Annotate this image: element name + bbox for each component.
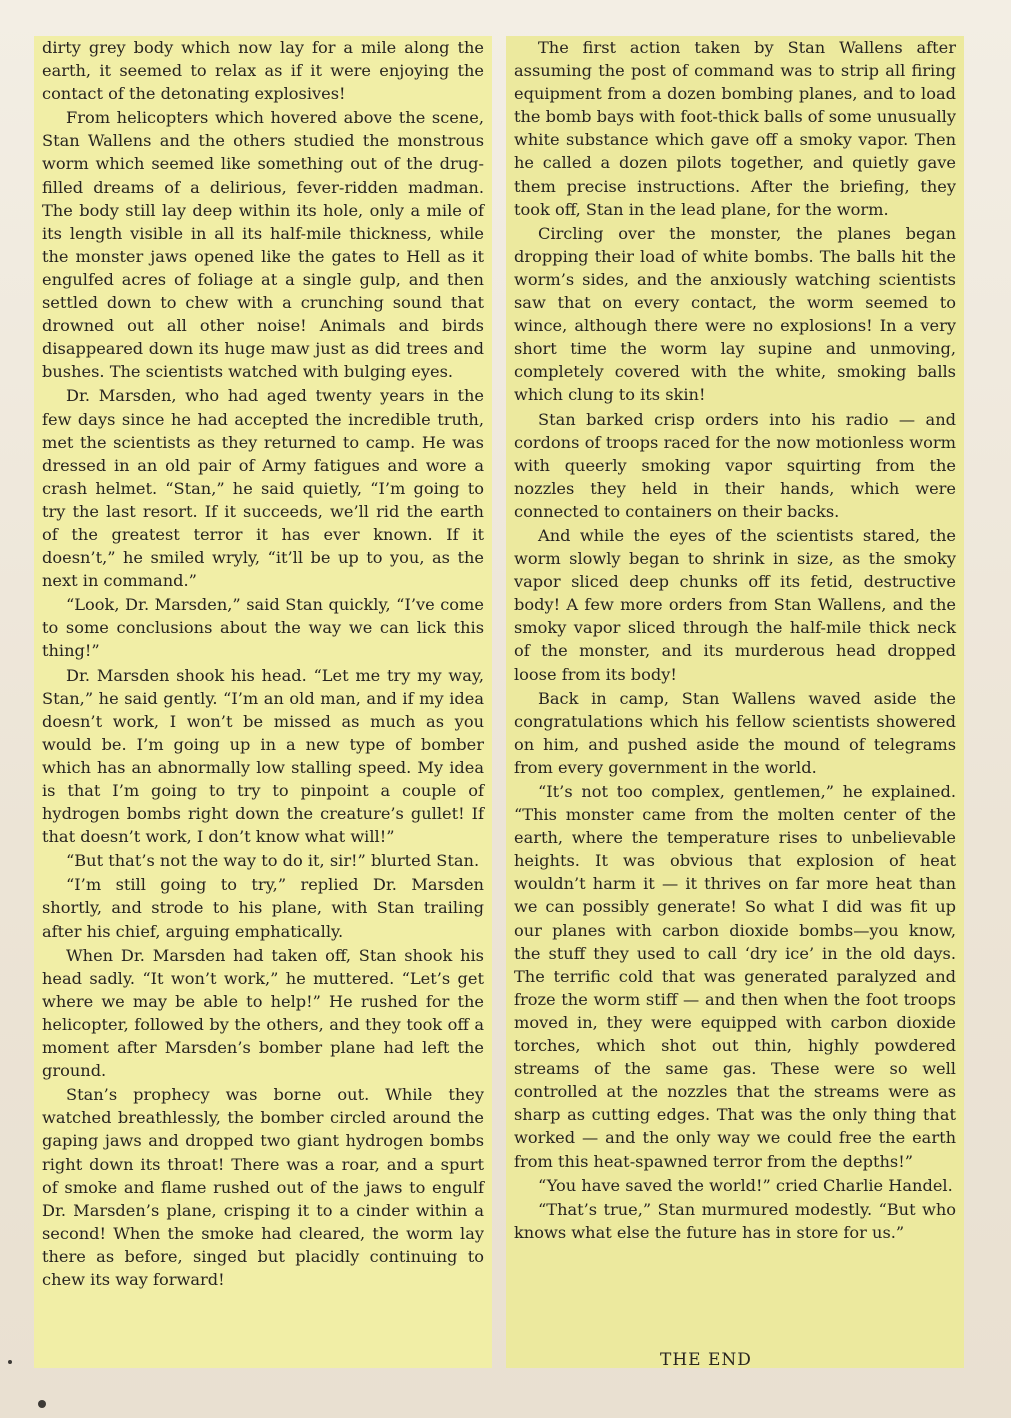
paragraph: When Dr. Marsden had taken off, Stan shook his head sadly. “It won’t work,” he muttered. “Let’s get where we may be able to help!” He rushed for the helicopter, followed by the others, and they took off a moment after Marsden’s bomber plane had left the ground. [42,945,484,1081]
left-text-column [34,36,492,1368]
paragraph: dirty grey body which now lay for a mile along the earth, it seemed to relax as if it were enjoying the contact of the detonating explosives! [42,38,484,104]
ink-spot [38,1400,46,1408]
paragraph: Dr. Marsden shook his head. “Let me try my way, Stan,” he said gently. “I’m an old man, and if my idea doesn’t work, I won’t be missed as much as you would be. I’m going up in a new type of bomber which has an abnormally low stalling speed. My idea is that I’m going to try to pinpoint a couple of hydrogen bombs right down the creature’s gullet! If that doesn’t work, I don’t know what will!” [42,665,484,847]
paragraph: “It’s not too complex, gentlemen,” he explained. “This monster came from the molten center of the earth, where the temperature rises to unbelievable heights. It was obvious that explosion of heat wouldn’t harm it — it thrives on far more heat than we can possibly generate! So what I did was fit up our planes with carbon dioxide bombs—you know, the stuff they used to call ‘dry ice’ in the old days. The terrific cold that was generated paralyzed and froze the worm stiff — and then when the foot troops moved in, they were equipped with carbon dioxide torches, which shot out thin, highly powdered streams of the same gas. These were so well controlled at the nozzles that the streams were as sharp as cutting edges. That was the only thing that worked — and the only way we could free the earth from this heat-spawned terror from the depths!” [514,782,956,1171]
paragraph: “That’s true,” Stan murmured modestly. “But who knows what else the future has in store for us.” [514,1199,956,1242]
paragraph: And while the eyes of the scientists stared, the worm slowly began to shrink in size, as the smoky vapor sliced deep chunks off its fetid, destructive body! A few more orders from Stan Wallens, and the smoky vapor sliced through the half-mile thick neck of the monster, and its murderous head dropped loose from its body! [514,525,956,684]
ink-spot [8,1360,12,1364]
paragraph: “But that’s not the way to do it, sir!” blurted Stan. [66,851,480,871]
paragraph: Circling over the monster, the planes began dropping their load of white bombs. The balls hit the worm’s sides, and the anxiously watching scientists saw that on every contact, the worm seemed to wince, although there were no explosions! In a very short time the worm lay supine and unmoving, completely covered with the white, smoking balls which clung to its skin! [514,223,956,405]
paragraph: “Look, Dr. Marsden,” said Stan quickly, “I’ve come to some conclusions about the way we can lick this thing!” [42,595,484,661]
paragraph: “You have saved the world!” cried Charlie Handel. [538,1175,953,1195]
paragraph: The first action taken by Stan Wallens after assuming the post of command was to strip all firing equipment from a dozen bombing planes, and to load the bomb bays with foot-thick balls of some unusually white substance which gave off a smoky vapor. Then he called a dozen pilots together, and quietly gave them precise instructions. After the briefing, they took off, Stan in the lead plane, for the worm. [514,38,956,219]
the-end-label: THE END [660,1350,752,1370]
paragraph: Back in camp, Stan Wallens waved aside the congratulations which his fellow scientists showered on him, and pushed aside the mound of telegrams from every government in the world. [514,688,956,777]
paragraph: “I’m still going to try,” replied Dr. Marsden shortly, and strode to his plane, with Stan trailing after his chief, arguing emphatically. [42,875,484,941]
paragraph: From helicopters which hovered above the scene, Stan Wallens and the others studied the monstrous worm which seemed like something out of the drug-filled dreams of a delirious, fever-ridden madman. The body still lay deep within its hole, only a mile of its length visible in all its half-mile thickness, while the monster jaws opened like the gates to Hell as it engulfed acres of foliage at a single gulp, and then settled down to chew with a crunching sound that drowned out all other noise! Animals and birds disappeared down its huge maw just as did trees and bushes. The scientists watched with bulging eyes. [42,108,484,382]
paragraph: Dr. Marsden, who had aged twenty years in the few days since he had accepted the incredible truth, met the scientists as they returned to camp. He was dressed in an old pair of Army fatigues and wore a crash helmet. “Stan,” he said quietly, “I’m going to try the last resort. If it succeeds, we’ll rid the earth of the greatest terror it has ever known. If it doesn’t,” he smiled wryly, “it’ll be up to you, as the next in command.” [42,386,484,591]
paragraph: Stan’s prophecy was borne out. While they watched breathlessly, the bomber circled around the gaping jaws and dropped two giant hydrogen bombs right down its throat! There was a roar, and a spurt of smoke and flame rushed out of the jaws to engulf Dr. Marsden’s plane, crisping it to a cinder within a second! When the smoke had cleared, the worm lay there as before, singed but placidly continuing to chew its way forward! [42,1085,484,1289]
right-text-column [506,36,964,1368]
paragraph: Stan barked crisp orders into his radio — and cordons of troops raced for the now motionless worm with queerly smoking vapor squirting from the nozzles they held in their hands, which were connected to containers on their backs. [514,409,956,521]
